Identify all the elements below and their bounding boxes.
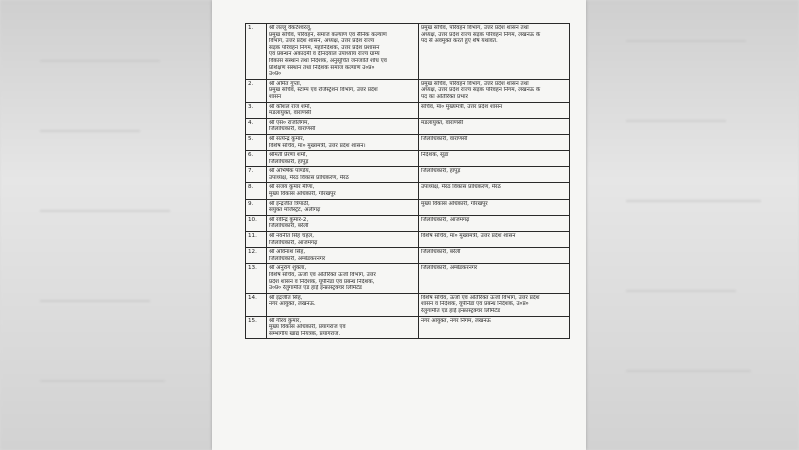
table-row (246, 316, 570, 339)
ghost-text-line (40, 60, 160, 62)
serial-number: 2. (246, 79, 267, 102)
text-line: श्री अभिषेक पाण्डेय, (269, 168, 311, 175)
blurred-background-left (0, 0, 212, 450)
serial-number: 6. (246, 151, 267, 167)
table-row (246, 134, 570, 150)
officer-current-post (267, 102, 419, 118)
text-line: मुख्य विकास अधिकारी, गोरखपुर (421, 200, 488, 207)
officer-current-post (267, 215, 419, 231)
serial-number: 14. (246, 293, 267, 316)
serial-number: 12. (246, 248, 267, 264)
text-line: सड़क परिवहन निगम, महानिदेशक, उत्तर प्रदेश प्रशासन (269, 44, 380, 51)
table-row (246, 232, 570, 248)
text-line: निदेशक, सूडा (421, 152, 449, 159)
table-row (246, 24, 570, 80)
text-line: श्री अमित गुप्ता, (269, 80, 302, 87)
text-line: जिलाधिकारी, वाराणसी (269, 126, 316, 133)
ghost-text-line (626, 200, 761, 202)
text-line: जिलाधिकारी, अम्बेडकरनगर (269, 255, 326, 262)
officer-current-post (267, 151, 419, 167)
officer-current-post (267, 167, 419, 183)
new-posting (419, 134, 570, 150)
new-posting (419, 199, 570, 215)
ghost-text-line (626, 290, 736, 292)
new-posting (419, 102, 570, 118)
text-line: श्री लल्लू वेंकटेश्वरलू, (269, 25, 312, 31)
officer-current-post (267, 293, 419, 316)
text-line: श्री अनुराग शुक्ला, (269, 265, 307, 272)
table-row (246, 151, 570, 167)
officer-current-post (267, 316, 419, 339)
serial-number: 3. (246, 102, 267, 118)
text-line: श्रीमती प्रेरणा शर्मा, (269, 152, 308, 159)
text-line: पद से अवमुक्त करते हुए शेष यथावत. (421, 38, 498, 45)
serial-number: 1. (246, 24, 267, 80)
table-row (246, 215, 570, 231)
text-line: विशेष सचिव, मा० मुख्यमंत्री, उत्तर प्रदेश शासन (421, 233, 516, 240)
table-row (246, 167, 570, 183)
serial-number: 4. (246, 118, 267, 134)
serial-number: 13. (246, 264, 267, 293)
ghost-text-line (626, 120, 726, 122)
text-line: श्री इंद्रजीत सिंह, (269, 294, 303, 301)
text-line: श्री एस० राजलिंगम, (269, 119, 310, 126)
new-posting (419, 215, 570, 231)
text-line: सम्भागीय खाद्य नियंत्रक, प्रयागराज. (269, 330, 341, 337)
ghost-text-line (40, 210, 170, 212)
table-row (246, 118, 570, 134)
ghost-text-line (40, 300, 150, 302)
text-line: प्रमुख सचिव, परिवहन विभाग, उत्तर प्रदेश शासन तथा (421, 80, 529, 87)
ghost-text-line (40, 130, 140, 132)
serial-number: 9. (246, 199, 267, 215)
text-line: मुख्य विकास अधिकारी, गोरखपुर (269, 191, 336, 198)
text-line: अध्यक्ष, उत्तर प्रदेश राज्य सड़क परिवहन निगम, लखनऊ के (421, 87, 541, 94)
text-line: रेलुगामीत एंड हाई इन्फ्रास्ट्रक्चर लिमिटेड (421, 307, 501, 314)
table-row (246, 102, 570, 118)
text-line: विकास संस्थान तथा निदेशक, अनुसूचित जनजाति शोध एवं (269, 57, 387, 64)
text-line: उ०प्र० (269, 71, 282, 78)
text-line: जिलाधिकारी, बरेली (421, 249, 461, 256)
text-line: श्री नवनीत सिंह चहल, (269, 233, 314, 240)
text-line: श्री सत्येन्द्र कुमार, (269, 135, 305, 142)
officer-current-post (267, 183, 419, 199)
text-line: मंडलायुक्त, वाराणसी (269, 110, 312, 117)
table-row (246, 264, 570, 293)
ghost-text-line (40, 380, 165, 382)
new-posting (419, 24, 570, 80)
officer-current-post (267, 134, 419, 150)
text-line: प्रशिक्षण संस्थान तथा निदेशक समाज कल्याण उ०प्र० (269, 64, 375, 71)
text-line: सचिव, मा० मुख्यमंत्री, उत्तर प्रदेश शासन (421, 103, 503, 110)
text-line: मुख्य विकास अधिकारी, प्रयागराज एवं (269, 324, 346, 331)
text-line: विभाग, उत्तर प्रदेश शासन, अध्यक्ष, उत्तर प्रदेश राज्य (269, 38, 375, 45)
new-posting (419, 232, 570, 248)
blurred-background-right (586, 0, 799, 450)
new-posting (419, 167, 570, 183)
text-line: श्री कौशल राज शर्मा, (269, 103, 312, 110)
new-posting (419, 151, 570, 167)
text-line: उपाध्यक्ष, मेरठ विकास प्राधिकरण, मेरठ (269, 174, 349, 181)
officer-current-post (267, 118, 419, 134)
officer-current-post (267, 232, 419, 248)
transfer-list-body (246, 24, 570, 339)
serial-number: 8. (246, 183, 267, 199)
text-line: उ०प्र० रेलुगामीत एंड हाई इन्फ्रास्ट्रक्चर लिमिटेड (269, 285, 362, 292)
text-line: जिलाधिकारी, हापुड़ (421, 168, 461, 175)
officer-current-post (267, 79, 419, 102)
table-row (246, 199, 570, 215)
text-line: शासन व निदेशक, यूपीनेडा एवं प्रबन्ध निदेशक, उ०प्र० (421, 301, 529, 308)
document-page (212, 0, 586, 450)
new-posting (419, 118, 570, 134)
text-line: श्री रवीन्द्र कुमार-2, (269, 216, 309, 223)
table-row (246, 293, 570, 316)
text-line: पद का अतिरिक्त प्रभार (421, 93, 468, 100)
serial-number: 7. (246, 167, 267, 183)
table-row (246, 248, 570, 264)
serial-number: 11. (246, 232, 267, 248)
officer-current-post (267, 248, 419, 264)
officer-current-post (267, 24, 419, 80)
new-posting (419, 248, 570, 264)
text-line: विशेष सचिव, मा० मुख्यमंत्री, उत्तर प्रदेश शासन। (269, 142, 366, 149)
text-line: जिलाधिकारी, आजमगढ़ (269, 239, 318, 246)
table-row (246, 79, 570, 102)
officer-current-post (267, 199, 419, 215)
text-line: नगर आयुक्त, लखनऊ. (269, 301, 316, 308)
text-line: श्री इन्द्रजीत त्रिपाठी, (269, 200, 310, 207)
new-posting (419, 293, 570, 316)
text-line: नगर आयुक्त, नगर निगम, लखनऊ (421, 317, 491, 324)
text-line: विशेष सचिव, ऊर्जा एवं अतिरिक्त ऊर्जा विभाग, उत्तर प्रदेश (421, 294, 540, 301)
text-line: अध्यक्ष, उत्तर प्रदेश राज्य सड़क परिवहन निगम, लखनऊ के (421, 31, 541, 38)
serial-number: 10. (246, 215, 267, 231)
text-line: विशेष सचिव, ऊर्जा एवं अतिरिक्त ऊर्जा विभाग, उत्तर (269, 272, 376, 278)
text-line: मंडलायुक्त, वाराणसी (421, 119, 464, 126)
text-line: शासन (269, 93, 282, 100)
text-line: संयुक्त मजिस्ट्रेट, अलीगढ़ (269, 207, 321, 214)
text-line: श्री अविनाश सिंह, (269, 249, 306, 256)
text-line: प्रमुख सचिव, परिवहन विभाग, उत्तर प्रदेश शासन तथा (421, 25, 529, 31)
text-line: प्रदेश शासन व निदेशक, यूपीनेडा एवं प्रबन्ध निदेशक, (269, 278, 375, 285)
ghost-text-line (626, 40, 746, 42)
new-posting (419, 183, 570, 199)
new-posting (419, 264, 570, 293)
serial-number: 5. (246, 134, 267, 150)
text-line: एवं प्रबन्धन अकादमी व दीनदयाल उपाध्याय राज्य ग्राम्य (269, 51, 380, 58)
text-line: जिलाधिकारी, आजमगढ़ (421, 216, 470, 223)
text-line: जिलाधिकारी, अम्बेडकरनगर (421, 265, 478, 272)
new-posting (419, 79, 570, 102)
transfer-list-table (245, 23, 570, 339)
text-line: श्री गौरव कुमार, (269, 317, 302, 324)
ghost-text-line (626, 370, 751, 372)
text-line: प्रमुख सचिव, परिवहन, समाज कल्याण एवं सैनिक कल्याण (269, 31, 387, 38)
text-line: प्रमुख सचिव, स्टाम्प एवं रजिस्ट्रेशन विभाग, उत्तर प्रदेश (269, 87, 378, 94)
text-line: श्री संजय कुमार मीणा, (269, 184, 315, 191)
text-line: उपाध्यक्ष, मेरठ विकास प्राधिकरण, मेरठ (421, 184, 501, 191)
officer-current-post (267, 264, 419, 293)
text-line: जिलाधिकारी, बरेली (269, 223, 309, 230)
table-row (246, 183, 570, 199)
text-line: जिलाधिकारी, वाराणसी (421, 135, 468, 142)
serial-number: 15. (246, 316, 267, 339)
new-posting (419, 316, 570, 339)
text-line: जिलाधिकारी, हापुड़ (269, 158, 309, 165)
